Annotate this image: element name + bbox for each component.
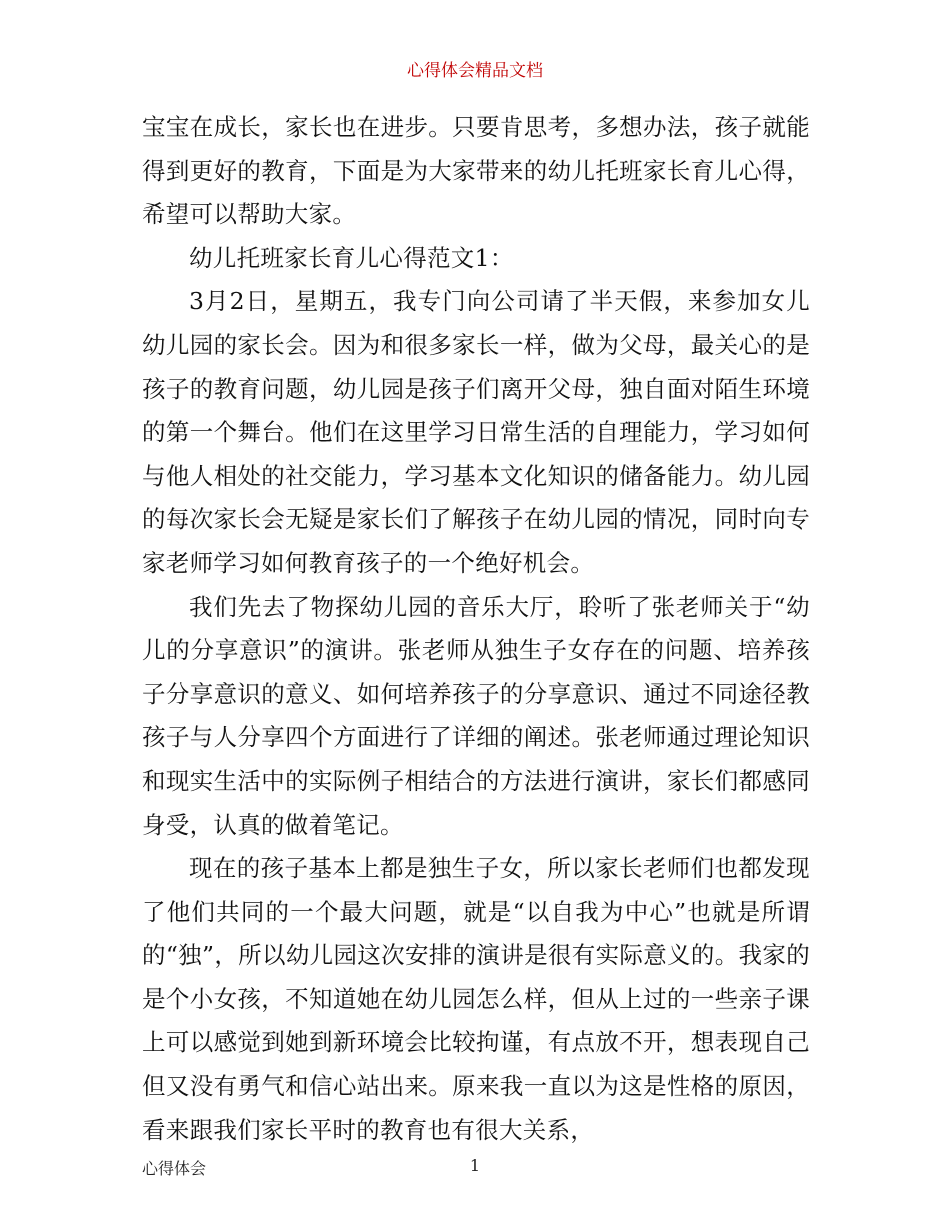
paragraph-intro: 宝宝在成长，家长也在进步。只要肯思考，多想办法，孩子就能得到更好的教育，下面是为大家带来的幼儿托班家长育儿心得，希望可以帮助大家。 bbox=[142, 113, 810, 229]
page-footer-label: 心得体会 bbox=[142, 1159, 207, 1178]
paragraph-lecture: 我们先去了物探幼儿园的音乐大厅，聆听了张老师关于“幼儿的分享意识”的演讲。张老师从独生子女存在的问题、培养孩子分享意识的意义、如何培养孩子的分享意识、通过不同途径教孩子与人分享四个方面进行了详细的阐述。张老师通过理论知识和现实生活中的实际例子相结合的方法进行演讲，家长们都感同身受，认真的做着笔记。 bbox=[142, 592, 810, 839]
paragraph-section-heading: 幼儿托班家长育儿心得范文1： bbox=[189, 243, 514, 272]
document-body bbox=[142, 106, 810, 1152]
page-header-title: 心得体会精品文档 bbox=[407, 61, 543, 81]
paragraph-only-child: 现在的孩子基本上都是独生子女，所以家长老师们也都发现了他们共同的一个最大问题，就是“以自我为中心”也就是所谓的“独”，所以幼儿园这次安排的演讲是很有实际意义的。我家的是个小女孩，不知道她在幼儿园怎么样，但从上过的一些亲子课上可以感觉到她到新环境会比较拘谨，有点放不开，想表现自己但又没有勇气和信心站出来。原来我一直以为这是性格的原因，看来跟我们家长平时的教育也有很大关系， bbox=[142, 854, 810, 1144]
page-number: 1 bbox=[469, 1156, 481, 1175]
paragraph-parent-meeting: 3月2日，星期五，我专门向公司请了半天假，来参加女儿幼儿园的家长会。因为和很多家长一样，做为父母，最关心的是孩子的教育问题，幼儿园是孩子们离开父母，独自面对陌生环境的第一个舞台。他们在这里学习日常生活的自理能力，学习如何与他人相处的社交能力，学习基本文化知识的储备能力。幼儿园的每次家长会无疑是家长们了解孩子在幼儿园的情况，同时向专家老师学习如何教育孩子的一个绝好机会。 bbox=[142, 287, 810, 577]
